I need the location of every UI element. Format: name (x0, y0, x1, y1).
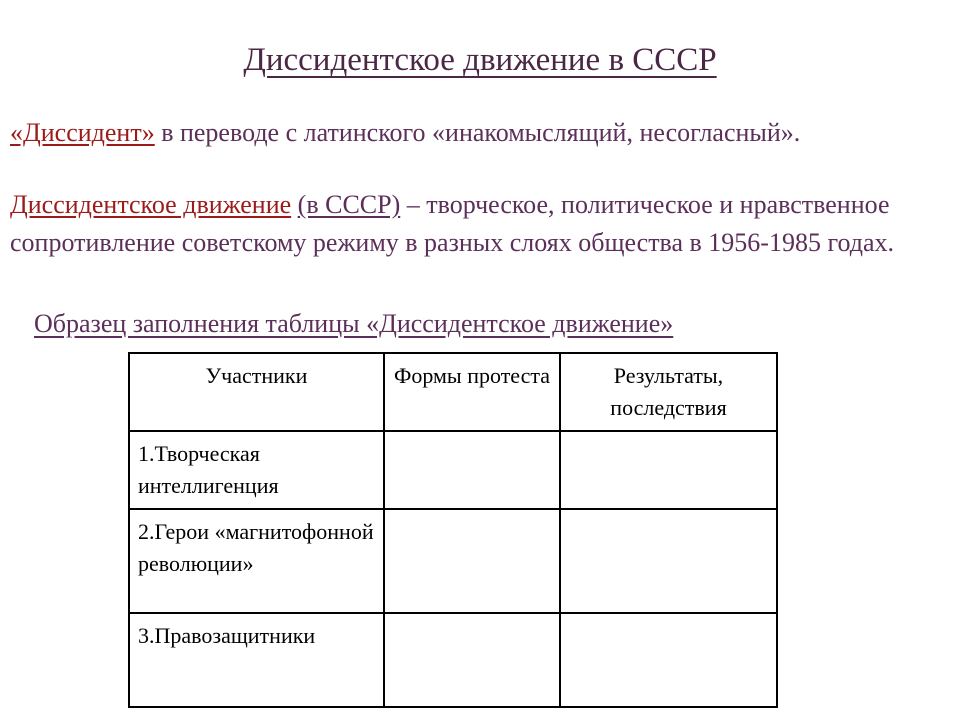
cell-forms (384, 509, 560, 613)
header-forms: Формы протеста (384, 353, 560, 431)
dissident-table (128, 352, 778, 708)
term-qualifier: (в СССР) (297, 190, 401, 219)
cell-forms (384, 431, 560, 509)
cell-results (560, 509, 777, 613)
definition-dissident (10, 114, 940, 152)
header-results: Результаты, последствия (560, 353, 777, 431)
term-movement: Диссидентское движение (10, 190, 292, 219)
page-title-text: Диссидентское движение в СССР (243, 42, 717, 78)
header-participants: Участники (129, 353, 384, 431)
cell-results (560, 613, 777, 707)
cell-forms (384, 613, 560, 707)
definition-movement (10, 186, 940, 262)
term-dissident: «Диссидент» (10, 118, 155, 147)
definition-movement-text: – творческое, политическое и нравственное сопротивление советскому режиму в разных слоях общества в 1956-1985 годах. (10, 190, 894, 257)
cell-participants: 1.Творческая интеллигенция (129, 431, 384, 509)
table-row (129, 613, 777, 707)
table-row (129, 509, 777, 613)
cell-results (560, 431, 777, 509)
page-title (0, 42, 960, 79)
cell-participants: 3.Правозащитники (129, 613, 384, 707)
table-row (129, 431, 777, 509)
table-caption-text: Образец заполнения таблицы «Диссидентское движение» (34, 309, 674, 338)
cell-participants: 2.Герои «магнитофонной революции» (129, 509, 384, 613)
definition-dissident-text: в переводе с латинского «инакомыслящий, несогласный». (154, 118, 801, 147)
table-caption (34, 309, 673, 339)
table-header-row (129, 353, 777, 431)
